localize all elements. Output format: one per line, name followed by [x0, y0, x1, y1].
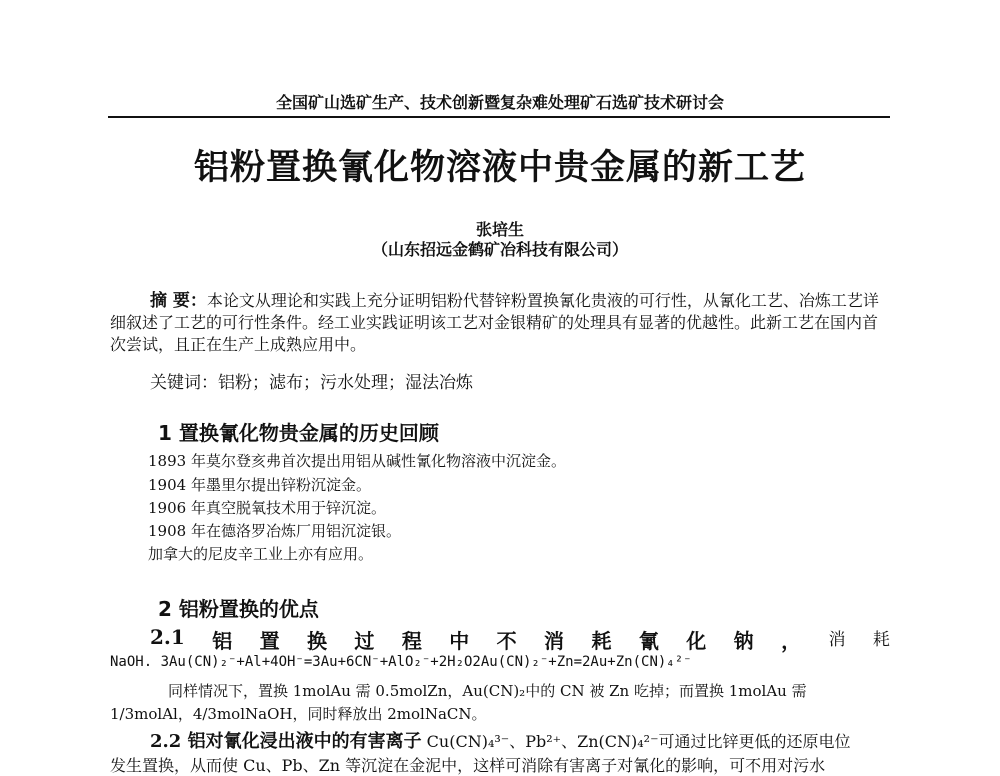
word: 消	[828, 630, 846, 650]
word: 不	[496, 629, 517, 653]
word: 消	[544, 629, 565, 653]
word: 耗	[872, 630, 890, 650]
subsection-2-1	[150, 625, 890, 654]
history-line: 加拿大的尼皮辛工业上亦有应用。	[148, 545, 374, 563]
word: 化	[686, 629, 707, 653]
history-line: 1904 年墨里尔提出锌粉沉淀金。	[148, 476, 371, 494]
section2-heading: 2 铝粉置换的优点	[158, 597, 319, 621]
author: 张培生	[475, 220, 524, 239]
conference-header: 全国矿山选矿生产、技术创新暨复杂难处理矿石选矿技术研讨会	[275, 93, 724, 112]
word: 程	[401, 629, 422, 653]
subsection-2-2-title: 2.2 铝对氰化浸出液中的有害离子	[150, 731, 422, 752]
word: 2.1	[150, 625, 185, 649]
reaction-equation: NaOH. 3Au(CN)₂⁻+Al+4OH⁻=3Au+6CN⁻+AlO₂⁻+2H₂O2Au(CN)₂⁻+Zn=2Au+Zn(CN)₄²⁻	[110, 654, 692, 670]
history-line: 1893 年莫尔登亥弗首次提出用铝从碱性氰化物溶液中沉淀金。	[148, 452, 566, 470]
subsection-2-2-text: Cu(CN)₄³⁻、Pb²⁺、Zn(CN)₄²⁻可通过比锌更低的还原电位	[421, 732, 851, 751]
abstract-label: 摘 要：	[150, 291, 207, 311]
keywords-text: 铝粉；滤布；污水处理；湿法冶炼	[218, 373, 473, 393]
word: 铝	[212, 629, 233, 653]
comparison-paragraph: 同样情况下，置换 1molAu 需 0.5molZn，Au(CN)₂中的 CN 被 Zn 吃掉；而置换 1molAu 需 1/3molAl，4/3molNaOH，同时释放出 2molNaCN。	[110, 682, 807, 723]
word: 氰	[638, 629, 659, 653]
word: 中	[449, 629, 470, 653]
word: ，	[781, 629, 802, 653]
header-rule	[108, 116, 890, 118]
affiliation: （山东招远金鹤矿冶科技有限公司）	[371, 240, 628, 259]
subsection-2-2	[150, 727, 851, 753]
word: 耗	[591, 629, 612, 653]
keywords-label: 关键词：	[150, 373, 218, 393]
paper-title: 铝粉置换氰化物溶液中贵金属的新工艺	[193, 148, 806, 188]
history-line: 1908 年在德洛罗冶炼厂用铝沉淀银。	[148, 522, 401, 540]
history-line: 1906 年真空脱氧技术用于锌沉淀。	[148, 499, 386, 517]
abstract	[110, 290, 890, 356]
word: 置	[259, 629, 280, 653]
word: 过	[354, 629, 375, 653]
abstract-text: 本论文从理论和实践上充分证明铝粉代替锌粉置换氰化贵液的可行性，从氰化工艺、冶炼工艺详细叙述了工艺的可行性条件。经工业实践证明该工艺对金银精矿的处理具有显著的优越性。此新工艺在国内首次尝试，且正在生产上成熟应用中。	[110, 291, 879, 354]
cut-off-line: 发生置换，从而使 Cu、Pb、Zn 等沉淀在金泥中，这样可消除有害离子对氰化的影响，可不用对污水	[110, 756, 826, 775]
word: 钠	[733, 629, 754, 653]
section1-heading: 1 置换氰化物贵金属的历史回顾	[158, 421, 439, 445]
word: 换	[307, 629, 328, 653]
keywords	[150, 368, 473, 393]
